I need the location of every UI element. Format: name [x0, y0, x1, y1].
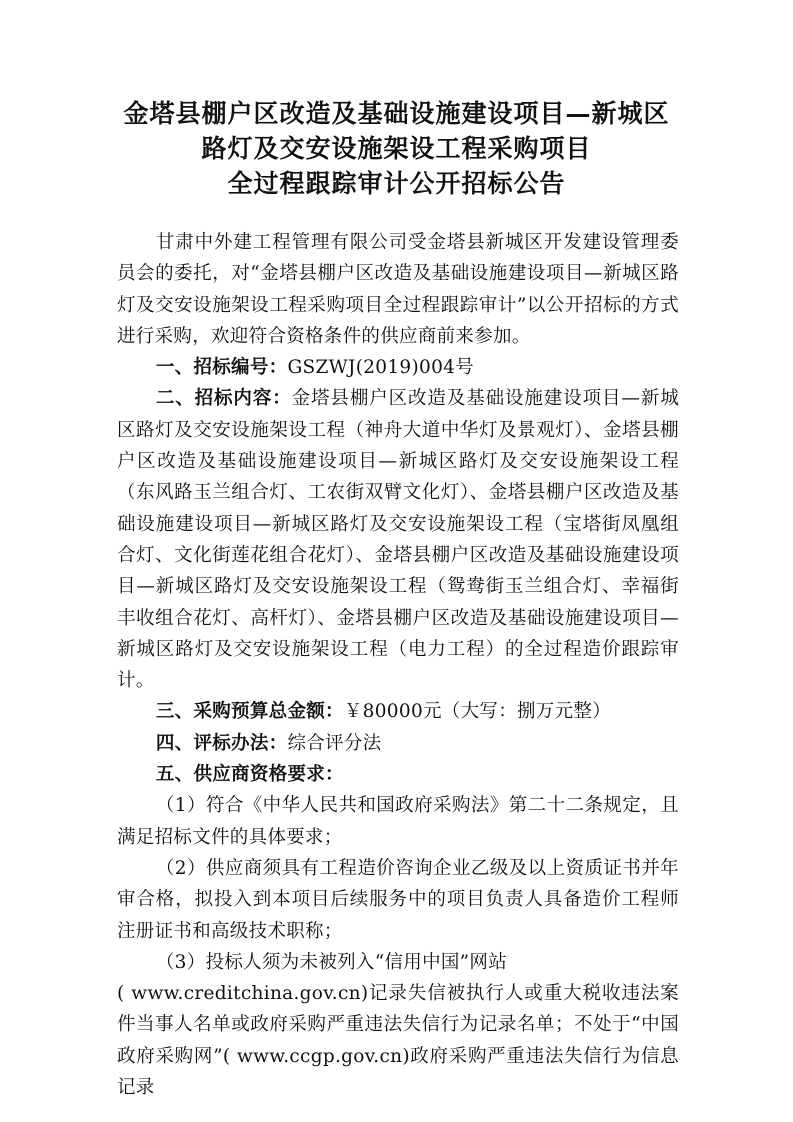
document-body: [117, 227, 679, 1103]
section-bid-number: [117, 352, 679, 383]
requirement-3-lead: （3）投标人须为未被列入“信用中国”网站: [155, 951, 508, 973]
requirement-1: （1）符合《中华人民共和国政府采购法》第二十二条规定，且满足招标文件的具体要求；: [117, 795, 679, 848]
document-title: [0, 96, 793, 201]
section-label: 二、招标内容：: [155, 388, 292, 410]
section-text: 综合评分法: [287, 732, 382, 754]
section-label: 一、招标编号：: [155, 357, 288, 379]
section-evaluation-method: [117, 728, 679, 759]
title-line-3: 全过程跟踪审计公开招标公告: [227, 169, 566, 198]
section-label: 三、采购预算总金额：: [155, 701, 344, 723]
title-line-2: 路灯及交安设施架设工程采购项目: [201, 134, 592, 163]
requirement-3-body: ( www.creditchina.gov.cn)记录失信被执行人或重大税收违法案件当事人名单或政府采购严重违法失信行为记录名单；不处于“中国政府采购网”( www.ccgp.gov.cn)政府采购严重违法失信行为信息记录: [117, 983, 679, 1099]
section-text: 金塔县棚户区改造及基础设施建设项目—新城区路灯及交安设施架设工程（神舟大道中华灯及景观灯）、金塔县棚户区改造及基础设施建设项目—新城区路灯及交安设施架设工程（东风路玉兰组合灯、工农街双臂文化灯）、金塔县棚户区改造及基础设施建设项目—新城区路灯及交安设施架设工程（宝塔街凤凰组合灯、文化街莲花组合花灯）、金塔县棚户区改造及基础设施建设项目—新城区路灯及交安设施架设工程（鸳鸯街玉兰组合灯、幸福街丰收组合花灯、高杆灯）、金塔县棚户区改造及基础设施建设项目—新城区路灯及交安设施架设工程（电力工程）的全过程造价跟踪审计。: [117, 388, 679, 692]
section-budget: [117, 696, 679, 727]
requirement-2: （2）供应商须具有工程造价咨询企业乙级及以上资质证书并年审合格，拟投入到本项目后续服务中的项目负责人具备造价工程师注册证书和高级技术职称；: [117, 857, 679, 942]
section-label: 五、供应商资格要求：: [155, 764, 344, 786]
intro-paragraph: 甘肃中外建工程管理有限公司受金塔县新城区开发建设管理委员会的委托，对“金塔县棚户区改造及基础设施建设项目—新城区路灯及交安设施架设工程采购项目全过程跟踪审计”以公开招标的方式进行采购，欢迎符合资格条件的供应商前来参加。: [117, 232, 679, 347]
section-bid-content: [117, 383, 679, 696]
section-text: GSZWJ(2019)004号: [287, 357, 475, 379]
section-text: ￥80000元（大写：捌万元整）: [343, 701, 612, 723]
section-label: 四、评标办法：: [155, 732, 288, 754]
section-supplier-requirements: [117, 759, 679, 790]
title-line-1: 金塔县棚户区改造及基础设施建设项目—新城区: [123, 99, 670, 128]
